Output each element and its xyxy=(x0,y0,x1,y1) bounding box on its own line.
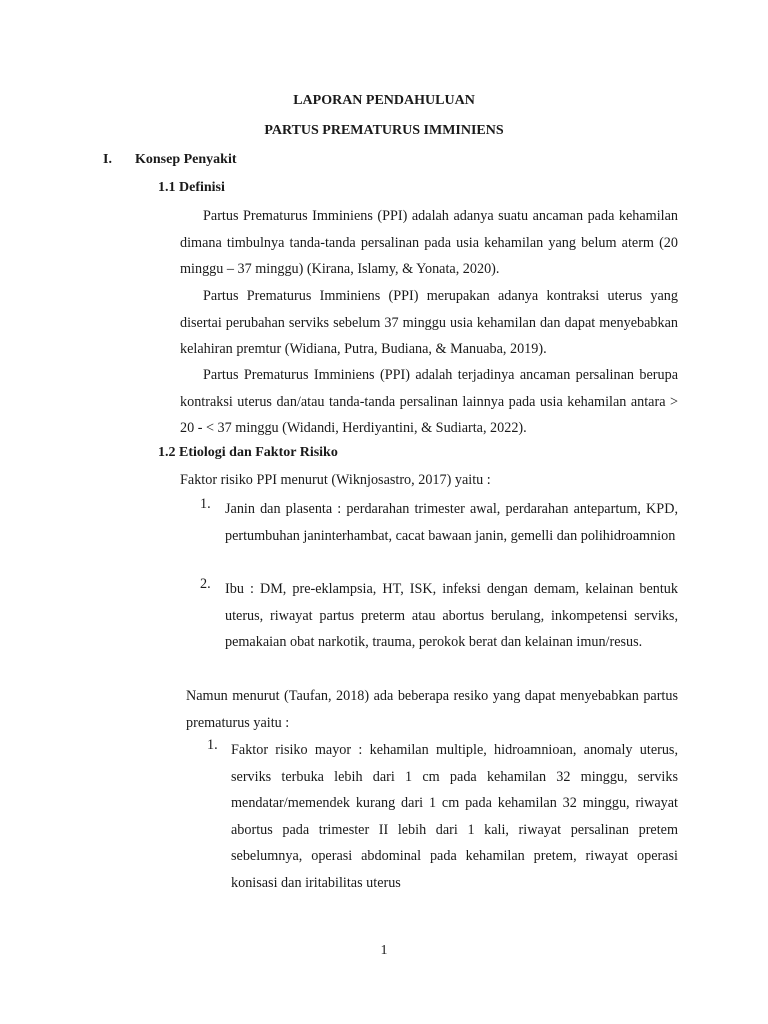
page-number: 1 xyxy=(380,943,388,958)
risk-intro-taufan: Namun menurut (Taufan, 2018) ada beberapa resiko yang dapat menyebabkan partus prematurus yaitu : xyxy=(186,688,678,731)
risk-factor-intro: Faktor risiko PPI menurut (Wiknjosastro, 2017) yaitu : xyxy=(180,472,491,488)
document-title-line-2: PARTUS PREMATURUS IMMINIENS xyxy=(264,123,504,138)
list-item-number: 1. xyxy=(207,737,218,753)
section-number: I. xyxy=(103,152,112,167)
list-item-text: Janin dan plasenta : perdarahan trimester awal, perdarahan antepartum, KPD, pertumbuhan janinterhambat, cacat bawaan janin, gemelli dan polihidroamnion xyxy=(225,501,678,544)
definition-paragraph: Partus Prematurus Imminiens (PPI) adalah adanya suatu ancaman pada kehamilan dimana timbulnya tanda-tanda persalinan pada usia kehamilan yang belum aterm (20 minggu – 37 minggu) (Kirana, Islamy, & Yonata, 2020). xyxy=(180,208,678,277)
definition-paragraph: Partus Prematurus Imminiens (PPI) merupakan adanya kontraksi uterus yang disertai perubahan serviks sebelum 37 minggu usia kehamilan dan dapat menyebabkan kelahiran premtur (Widiana, Putra, Budiana, & Manuaba, 2019). xyxy=(180,288,678,357)
document-title-line-1: LAPORAN PENDAHULUAN xyxy=(293,93,475,108)
list-item-number: 1. xyxy=(200,496,211,512)
list-item-text: Ibu : DM, pre-eklampsia, HT, ISK, infeksi dengan demam, kelainan bentuk uterus, riwayat partus preterm atau abortus berulang, inkompetensi serviks, pemakaian obat narkotik, trauma, perokok berat dan kelainan imun/resus. xyxy=(225,581,678,650)
list-item-text: Faktor risiko mayor : kehamilan multiple, hidroamnioan, anomaly uterus, serviks terbuka lebih dari 1 cm pada kehamilan 32 minggu, serviks mendatar/memendek kurang dari 1 cm pada kehamilan 32 minggu, riwayat abortus pada trimester II lebih dari 1 kali, riwayat persalinan pretem sebelumnya, operasi abdominal pada kehamilan pretem, riwayat operasi konisasi dan iritabilitas uterus xyxy=(231,742,678,891)
subsection-heading-definisi: 1.1 Definisi xyxy=(158,180,225,195)
section-heading: Konsep Penyakit xyxy=(135,152,237,167)
definition-paragraph: Partus Prematurus Imminiens (PPI) adalah terjadinya ancaman persalinan berupa kontraksi uterus dan/atau tanda-tanda persalinan lainnya pada usia kehamilan antara > 20 - < 37 minggu (Widandi, Herdiyantini, & Sudiarta, 2022). xyxy=(180,367,678,436)
list-item-number: 2. xyxy=(200,576,211,592)
subsection-heading-etiologi: 1.2 Etiologi dan Faktor Risiko xyxy=(158,445,338,460)
